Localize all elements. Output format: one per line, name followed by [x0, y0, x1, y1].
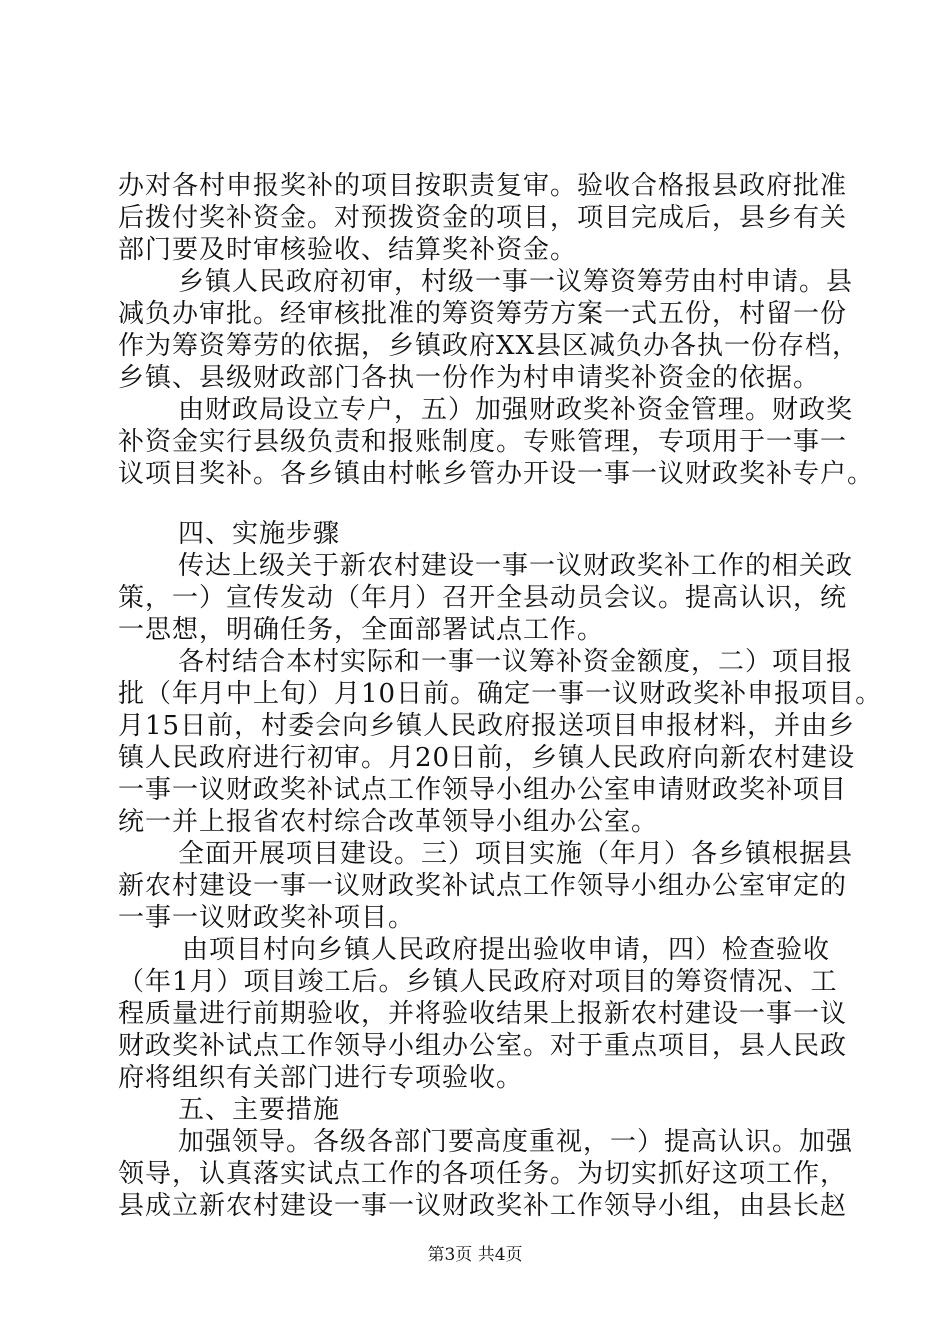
paragraph-start-line: 由项目村向乡镇人民政府提出验收申请，四）检查验收 [182, 935, 831, 965]
text-line: 统一并上报省农村综合改革领导小组办公室。 [118, 807, 659, 837]
text-line: 一思想，明确任务，全面部署试点工作。 [118, 615, 605, 645]
text-line: （年1月）项目竣工后。乡镇人民政府对项目的筹资情况、工 [118, 967, 838, 997]
paragraph-gap [118, 490, 838, 518]
text-line: 减负办审批。经审核批准的筹资筹劳方案一式五份，村留一份 [118, 299, 848, 329]
paragraph-start-line: 由财政局设立专户，五）加强财政奖补资金管理。财政奖 [178, 395, 854, 425]
text-line: 一事一议财政奖补试点工作领导小组办公室申请财政奖补项目 [118, 775, 848, 805]
text-line: 补资金实行县级负责和报账制度。专账管理，专项用于一事一 [118, 427, 848, 457]
paragraph-start-line: 全面开展项目建设。三）项目实施（年月）各乡镇根据县 [178, 839, 854, 869]
text-line: 作为筹资筹劳的依据，乡镇政府XX县区减负办各执一份存档， [118, 331, 860, 361]
text-line: 议项目奖补。各乡镇由村帐乡管办开设一事一议财政奖补专户。 [118, 459, 875, 489]
text-line: 程质量进行前期验收，并将验收结果上报新农村建设一事一议 [118, 999, 848, 1029]
paragraph-start-line: 乡镇人民政府初审，村级一事一议筹资筹劳由村申请。县 [178, 267, 854, 297]
section-heading: 四、实施步骤 [178, 519, 341, 549]
text-line: 批（年月中上旬）月10日前。确定一事一议财政奖补申报项目。 [118, 679, 883, 709]
text-line: 县成立新农村建设一事一议财政奖补工作领导小组，由县长赵 [118, 1191, 848, 1221]
paragraph-start-line: 各村结合本村实际和一事一议筹补资金额度，二）项目报 [178, 647, 854, 677]
text-line: 部门要及时审核验收、结算奖补资金。 [118, 235, 578, 265]
text-line: 月15日前，村委会向乡镇人民政府报送项目申报材料，并由乡 [118, 711, 856, 741]
text-line: 策，一）宣传发动（年月）召开全县动员会议。提高认识，统 [118, 583, 848, 613]
text-line: 办对各村申报奖补的项目按职责复审。验收合格报县政府批准 [118, 171, 848, 201]
paragraph-start-line: 加强领导。各级各部门要高度重视，一）提高认识。加强 [178, 1127, 854, 1157]
paragraph-start-line: 传达上级关于新农村建设一事一议财政奖补工作的相关政 [178, 551, 854, 581]
text-line: 后拨付奖补资金。对预拨资金的项目，项目完成后，县乡有关 [118, 203, 848, 233]
text-line: 镇人民政府进行初审。月20日前，乡镇人民政府向新农村建设 [118, 743, 856, 773]
text-line: 一事一议财政奖补项目。 [118, 903, 416, 933]
page-number-footer: 第3页 共4页 [427, 1245, 523, 1265]
text-line: 新农村建设一事一议财政奖补试点工作领导小组办公室审定的 [118, 871, 848, 901]
text-line: 府将组织有关部门进行专项验收。 [118, 1063, 524, 1093]
text-line: 财政奖补试点工作领导小组办公室。对于重点项目，县人民政 [118, 1031, 848, 1061]
text-line: 领导，认真落实试点工作的各项任务。为切实抓好这项工作， [118, 1159, 848, 1189]
document-body [118, 170, 883, 1222]
text-line: 乡镇、县级财政部门各执一份作为村申请奖补资金的依据。 [118, 363, 821, 393]
section-heading: 五、主要措施 [178, 1095, 341, 1125]
